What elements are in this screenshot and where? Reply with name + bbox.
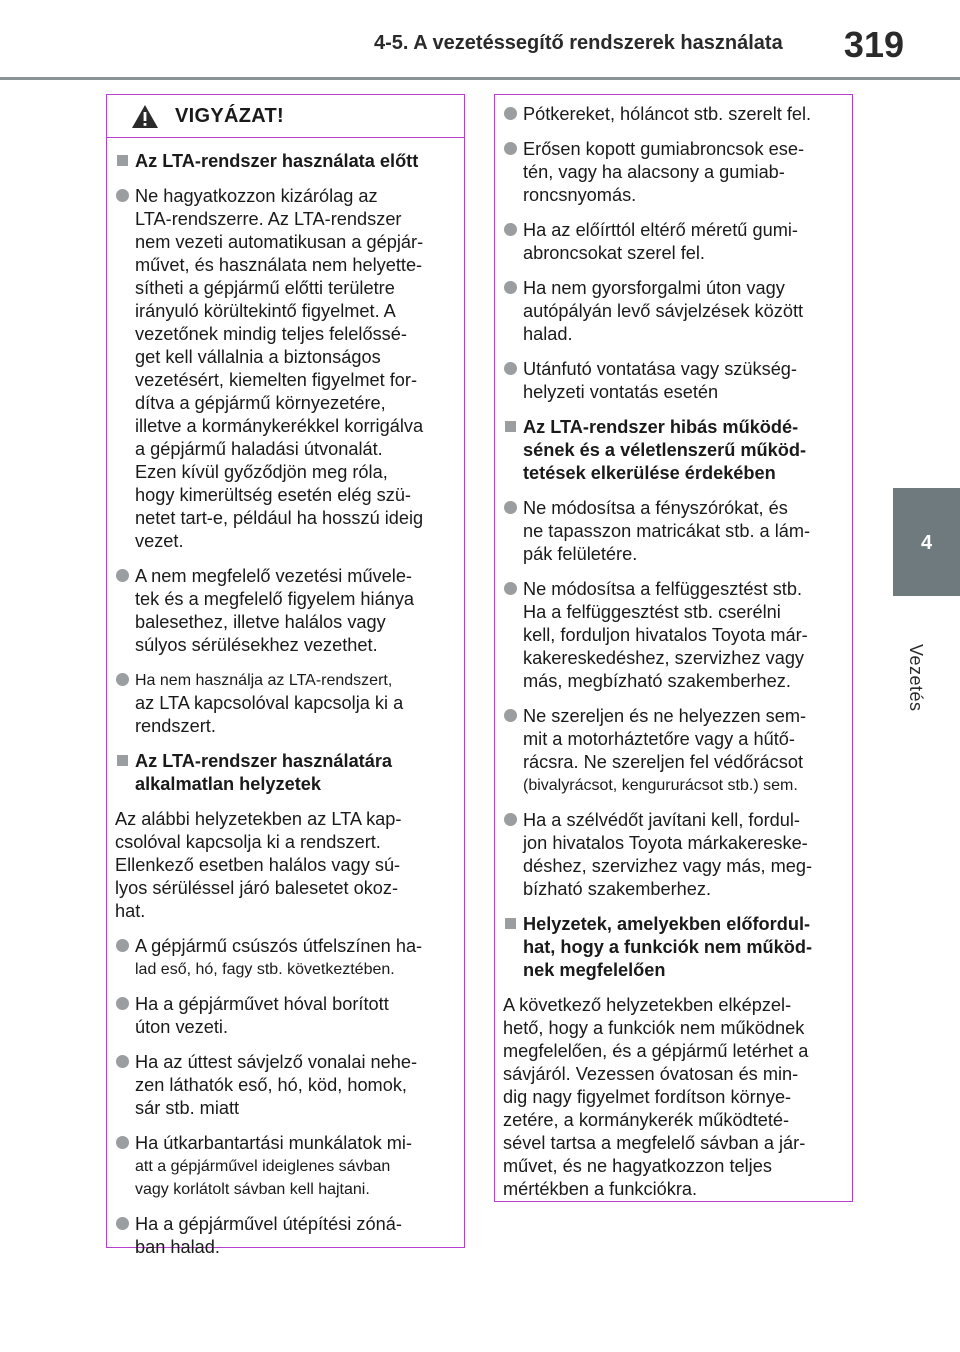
- text-line: helyzeti vontatás esetén: [523, 382, 719, 402]
- list-item: [503, 277, 840, 346]
- text-line: sár stb. miatt: [135, 1098, 240, 1118]
- text-line: get kell vállalnia a biztonságos: [135, 347, 381, 367]
- round-bullet-icon: [116, 939, 129, 952]
- text-line: netet tart-e, például ha hosszú ideig: [135, 508, 424, 528]
- text-line: sével tartsa a megfelelő sávban a jár-: [503, 1133, 806, 1153]
- page-header: [0, 0, 960, 80]
- text-line: lad eső, hó, fagy stb. következtében.: [135, 961, 395, 978]
- round-bullet-icon: [504, 281, 517, 294]
- text-line: hogy kimerültség esetén elég szü-: [135, 485, 411, 505]
- text-line: déshez, szervizhez vagy más, meg-: [523, 856, 813, 876]
- round-bullet-icon: [504, 107, 517, 120]
- list-item: [503, 705, 840, 797]
- text-line: A gépjármű csúszós útfelszínen ha-: [135, 936, 423, 956]
- square-bullet-icon: [117, 755, 128, 766]
- text-line: Ne módosítsa a fényszórókat, és: [523, 498, 788, 518]
- text-line: Ha a szélvédőt javítani kell, fordul-: [523, 810, 800, 830]
- list-item: [115, 935, 452, 981]
- warning-title: VIGYÁZAT!: [175, 105, 284, 127]
- round-bullet-icon: [116, 1136, 129, 1149]
- heading-text: Helyzetek, amelyekben előfordul-: [523, 914, 811, 934]
- text-line: irányuló körültekintő figyelmet. A: [135, 301, 396, 321]
- text-line: bízható szakemberhez.: [523, 879, 712, 899]
- list-item: [115, 1213, 452, 1259]
- text-line: rendszert.: [135, 716, 216, 736]
- square-bullet-icon: [505, 918, 516, 929]
- text-line: a gépjármű haladási útvonalát.: [135, 439, 383, 459]
- list-item: [503, 809, 840, 901]
- round-bullet-icon: [504, 813, 517, 826]
- text-line: lyos sérüléssel járó balesetet okoz-: [115, 878, 399, 898]
- list-item: [115, 993, 452, 1039]
- heading-text: Az LTA-rendszer használatára: [135, 751, 393, 771]
- text-line: ne tapasszon matricákat stb. a lám-: [523, 521, 811, 541]
- round-bullet-icon: [116, 1217, 129, 1230]
- heading-text: sének és a véletlenszerű működ-: [523, 440, 807, 460]
- round-bullet-icon: [504, 223, 517, 236]
- text-line: más, megbízható szakemberhez.: [523, 671, 791, 691]
- text-line: rácsra. Ne szereljen fel védőrácsot: [523, 752, 804, 772]
- list-item: [503, 497, 840, 566]
- text-line: kakereskedéshez, szervizhez vagy: [523, 648, 805, 668]
- chapter-tab: [893, 488, 960, 596]
- heading-text: tetések elkerülése érdekében: [523, 463, 776, 483]
- text-line: csolóval kapcsolja ki a rendszert.: [115, 832, 381, 852]
- warning-triangle-icon: [131, 104, 159, 129]
- text-line: A nem megfelelő vezetési művele-: [135, 566, 412, 586]
- list-item: [503, 103, 840, 126]
- text-line: nem vezeti automatikusan a gépjár-: [135, 232, 424, 252]
- round-bullet-icon: [504, 142, 517, 155]
- text-line: súlyos sérülésekhez vezethet.: [135, 635, 378, 655]
- heading-text: hat, hogy a funkciók nem működ-: [523, 937, 813, 957]
- paragraph: [503, 994, 840, 1201]
- text-line: Ha a felfüggesztést stb. cserélni: [523, 602, 781, 622]
- section-heading: [503, 416, 840, 485]
- text-line: Ha az úttest sávjelző vonalai nehe-: [135, 1052, 418, 1072]
- heading-text: Az LTA-rendszer hibás működé-: [523, 417, 799, 437]
- text-line: jon hivatalos Toyota márkakereske-: [523, 833, 808, 853]
- warning-content: [107, 138, 464, 1259]
- text-line: úton vezeti.: [135, 1017, 229, 1037]
- text-line: Erősen kopott gumiabroncsok ese-: [523, 139, 805, 159]
- list-item: [115, 185, 452, 553]
- square-bullet-icon: [117, 155, 128, 166]
- text-line: Az alábbi helyzetekben az LTA kap-: [115, 809, 402, 829]
- text-line: dítva a gépjármű környezetére,: [135, 393, 386, 413]
- text-line: Ha a gépjárművel útépítési zóná-: [135, 1214, 402, 1234]
- section-heading: [115, 750, 452, 796]
- text-line: vagy korlátolt sávban kell hajtani.: [135, 1181, 370, 1198]
- text-line: Ha nem gyorsforgalmi úton vagy: [523, 278, 785, 298]
- round-bullet-icon: [116, 569, 129, 582]
- text-line: az LTA kapcsolóval kapcsolja ki a: [135, 693, 404, 713]
- text-line: Ha útkarbantartási munkálatok mi-: [135, 1133, 412, 1153]
- round-bullet-icon: [504, 362, 517, 375]
- text-line: Ne szereljen és ne helyezzen sem-: [523, 706, 807, 726]
- warning-header: [107, 95, 464, 138]
- text-line: zen láthatók eső, hó, köd, homok,: [135, 1075, 407, 1095]
- text-line: vezetőnek mindig teljes felelőssé-: [135, 324, 407, 344]
- list-item: [115, 669, 452, 738]
- round-bullet-icon: [504, 709, 517, 722]
- round-bullet-icon: [504, 501, 517, 514]
- text-line: Ellenkező esetben halálos vagy sú-: [115, 855, 401, 875]
- round-bullet-icon: [504, 582, 517, 595]
- text-line: hető, hogy a funkciók nem működnek: [503, 1018, 805, 1038]
- text-line: A következő helyzetekben elképzel-: [503, 995, 792, 1015]
- list-item: [115, 565, 452, 657]
- text-line: pák felületére.: [523, 544, 638, 564]
- text-line: zetére, a kormánykerék működteté-: [503, 1110, 790, 1130]
- heading-text: Az LTA-rendszer használata előtt: [135, 151, 419, 171]
- text-line: ban halad.: [135, 1237, 220, 1257]
- list-item: [503, 138, 840, 207]
- section-title: 4-5. A vezetéssegítő rendszerek használata: [374, 32, 783, 54]
- text-line: autópályán levő sávjelzések között: [523, 301, 804, 321]
- chapter-number: 4: [920, 532, 933, 554]
- text-line: Ezen kívül győződjön meg róla,: [135, 462, 388, 482]
- text-line: halad.: [523, 324, 573, 344]
- list-item: [115, 1132, 452, 1201]
- list-item: [503, 358, 840, 404]
- text-line: LTA-rendszerre. Az LTA-rendszer: [135, 209, 402, 229]
- square-bullet-icon: [505, 421, 516, 432]
- text-line: kell, forduljon hivatalos Toyota már-: [523, 625, 808, 645]
- text-line: dig nagy figyelmet fordítson környe-: [503, 1087, 792, 1107]
- text-line: (bivalyrácsot, kengururácsot stb.) sem.: [523, 777, 798, 794]
- text-line: Pótkereket, hóláncot stb. szerelt fel.: [523, 104, 812, 124]
- text-line: Utánfutó vontatása vagy szükség-: [523, 359, 797, 379]
- text-line: balesethez, illetve halálos vagy: [135, 612, 386, 632]
- chapter-label: Vezetés: [906, 644, 926, 712]
- text-line: Ha nem használja az LTA-rendszert,: [135, 672, 393, 689]
- text-line: Ne hagyatkozzon kizárólag az: [135, 186, 378, 206]
- text-line: illetve a kormánykerékkel korrigálva: [135, 416, 424, 436]
- text-line: hat.: [115, 901, 146, 921]
- page-number: 319: [843, 24, 904, 65]
- section-heading: [503, 913, 840, 982]
- warning-content: [495, 95, 852, 1201]
- text-line: művet, és ne hagyatkozzon teljes: [503, 1156, 772, 1176]
- text-line: sítheti a gépjármű előtti területre: [135, 278, 395, 298]
- section-heading: [115, 150, 452, 173]
- text-line: mit a motorháztetőre vagy a hűtő-: [523, 729, 795, 749]
- text-line: abroncsokat szerel fel.: [523, 243, 705, 263]
- heading-text: alkalmatlan helyzetek: [135, 774, 322, 794]
- list-item: [503, 219, 840, 265]
- text-line: megfelelően, és a gépjármű letérhet a: [503, 1041, 809, 1061]
- round-bullet-icon: [116, 189, 129, 202]
- text-line: tek és a megfelelő figyelem hiánya: [135, 589, 415, 609]
- text-line: roncsnyomás.: [523, 185, 637, 205]
- text-line: att a gépjárművel ideiglenes sávban: [135, 1158, 391, 1175]
- text-line: mértékben a funkciókra.: [503, 1179, 698, 1199]
- text-line: vezet.: [135, 531, 184, 551]
- text-line: sávjáról. Vezessen óvatosan és min-: [503, 1064, 799, 1084]
- text-line: Ne módosítsa a felfüggesztést stb.: [523, 579, 803, 599]
- text-line: Ha a gépjárművet hóval borított: [135, 994, 389, 1014]
- warning-box-continued: [494, 94, 853, 1202]
- text-line: tén, vagy ha alacsony a gumiab-: [523, 162, 785, 182]
- warning-box: [106, 94, 465, 1257]
- heading-text: nek megfelelően: [523, 960, 666, 980]
- round-bullet-icon: [116, 673, 129, 686]
- list-item: [503, 578, 840, 693]
- text-line: vezetésért, kiemelten figyelmet for-: [135, 370, 418, 390]
- list-item: [115, 1051, 452, 1120]
- text-line: Ha az előírttól eltérő méretű gumi-: [523, 220, 798, 240]
- round-bullet-icon: [116, 1055, 129, 1068]
- paragraph: [115, 808, 452, 923]
- header-divider: [0, 77, 960, 80]
- text-line: művet, és használata nem helyette-: [135, 255, 423, 275]
- round-bullet-icon: [116, 997, 129, 1010]
